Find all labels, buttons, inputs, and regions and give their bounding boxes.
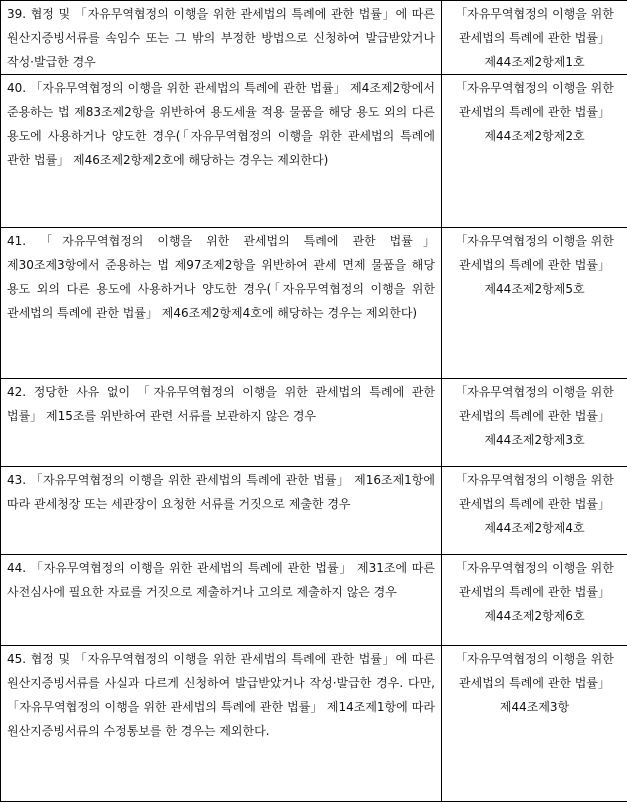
- violation-description-cell: [1, 646, 442, 802]
- table-row: [1, 1, 627, 75]
- violation-description-cell: [1, 1, 442, 75]
- legal-basis-cell: [442, 646, 627, 802]
- legal-basis-cell: [442, 467, 627, 555]
- violation-description: 40. 「자유무역협정의 이행을 위한 관세법의 특례에 관한 법률」 제4조제2항에서 준용하는 법 제83조제2항을 위반하여 용도세율 적용 물품을 해당 용도 외의 다른 용도에 사용하거나 양도한 경우(「자유무역협정의 이행을 위한 관세법의 특례에 관한 법률」 제46조제2항제2호에 해당하는 경우는 제외한다): [7, 76, 435, 172]
- violation-description: 42. 정당한 사유 없이 「자유무역협정의 이행을 위한 관세법의 특례에 관한 법률」 제15조를 위반하여 관련 서류를 보관하지 않은 경우: [7, 380, 435, 428]
- table-row: [1, 467, 627, 555]
- legal-basis-cell: [442, 555, 627, 646]
- table-row: [1, 555, 627, 646]
- table-row: [1, 646, 627, 802]
- legal-basis: 「자유무역협정의 이행을 위한 관세법의 특례에 관한 법률」 제44조제2항제2호: [446, 76, 623, 148]
- legal-basis: 「자유무역협정의 이행을 위한 관세법의 특례에 관한 법률」 제44조제2항제6호: [446, 556, 623, 628]
- violation-description: 41. 「자유무역협정의 이행을 위한 관세법의 특례에 관한 법률」 제30조제3항에서 준용하는 법 제97조제2항을 위반하여 관세 면제 물품을 해당 용도 외의 다른 용도에 사용하거나 양도한 경우(「자유무역협정의 이행을 위한 관세법의 특례에 관한 법률」 제46조제2항제4호에 해당하는 경우는 제외한다): [7, 229, 435, 325]
- table-row: [1, 228, 627, 379]
- violation-description-cell: [1, 467, 442, 555]
- legal-basis: 「자유무역협정의 이행을 위한 관세법의 특례에 관한 법률」 제44조제3항: [446, 647, 623, 719]
- table-row: [1, 379, 627, 467]
- legal-basis-cell: [442, 379, 627, 467]
- legal-basis: 「자유무역협정의 이행을 위한 관세법의 특례에 관한 법률」 제44조제2항제1호: [446, 2, 623, 74]
- violation-description: 39. 협정 및 「자유무역협정의 이행을 위한 관세법의 특례에 관한 법률」에 따른 원산지증빙서류를 속임수 또는 그 밖의 부정한 방법으로 신청하여 발급받았거나 작성·발급한 경우: [7, 2, 435, 74]
- legal-basis: 「자유무역협정의 이행을 위한 관세법의 특례에 관한 법률」 제44조제2항제5호: [446, 229, 623, 301]
- violation-description: 44. 「자유무역협정의 이행을 위한 관세법의 특례에 관한 법률」 제31조에 따른 사전심사에 필요한 자료를 거짓으로 제출하거나 고의로 제출하지 않은 경우: [7, 556, 435, 604]
- violation-description-cell: [1, 228, 442, 379]
- legal-basis: 「자유무역협정의 이행을 위한 관세법의 특례에 관한 법률」 제44조제2항제3호: [446, 380, 623, 452]
- legal-basis-cell: [442, 228, 627, 379]
- violation-description-cell: [1, 379, 442, 467]
- violation-description-cell: [1, 555, 442, 646]
- violation-description: 45. 협정 및 「자유무역협정의 이행을 위한 관세법의 특례에 관한 법률」에 따른 원산지증빙서류를 사실과 다르게 신청하여 발급받았거나 작성·발급한 경우. 다만, 「자유무역협정의 이행을 위한 관세법의 특례에 관한 법률」 제14조제1항에 따라 원산지증빙서류의 수정통보를 한 경우는 제외한다.: [7, 647, 435, 743]
- table-row: [1, 75, 627, 228]
- violation-description-cell: [1, 75, 442, 228]
- legal-basis: 「자유무역협정의 이행을 위한 관세법의 특례에 관한 법률」 제44조제2항제4호: [446, 468, 623, 540]
- legal-basis-cell: [442, 75, 627, 228]
- violation-description: 43. 「자유무역협정의 이행을 위한 관세법의 특례에 관한 법률」 제16조제1항에 따라 관세청장 또는 세관장이 요청한 서류를 거짓으로 제출한 경우: [7, 468, 435, 516]
- legal-basis-cell: [442, 1, 627, 75]
